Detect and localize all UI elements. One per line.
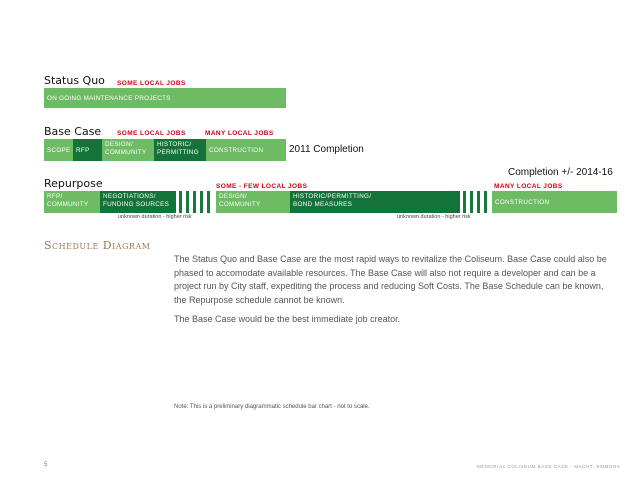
repurpose-stripe [477, 191, 480, 213]
footer-document-title: MEMORIAL COLISEUM BASE CASE - MACHT, EMMONS [477, 464, 621, 469]
repurpose-rfp-segment [44, 191, 100, 213]
repurpose-negotiations-label-2: FUNDING SOURCES [103, 200, 170, 208]
repurpose-unknown-duration-note-2: unknown duration - higher risk [397, 214, 471, 220]
repurpose-many-jobs-label: MANY LOCAL JOBS [494, 183, 563, 190]
repurpose-stripe [186, 191, 189, 213]
repurpose-stripe [207, 191, 210, 213]
repurpose-rfp-label-1: RFP/ [47, 193, 63, 200]
repurpose-stripe [193, 191, 196, 213]
base-scope-label: SCOPE [47, 147, 71, 154]
base-historic-segment [154, 139, 206, 161]
base-case-some-jobs-label: SOME LOCAL JOBS [117, 130, 186, 137]
repurpose-construction-segment [492, 191, 617, 213]
repurpose-negotiations-segment [100, 191, 176, 213]
repurpose-stripe [179, 191, 182, 213]
repurpose-design-label-1: DESIGN/ [219, 193, 247, 200]
repurpose-negotiations-label-1: NEGOTIATIONS/ [103, 193, 156, 200]
repurpose-stripe [470, 191, 473, 213]
repurpose-stripe [463, 191, 466, 213]
footnote: Note: This is a preliminary diagrammatic schedule bar chart - not to scale. [174, 404, 370, 410]
repurpose-design-segment [216, 191, 290, 213]
repurpose-stripe [200, 191, 203, 213]
repurpose-rfp-label-2: COMMUNITY [47, 200, 89, 208]
base-historic-label-1: HISTORIC/ [157, 141, 192, 148]
status-quo-title: Status Quo [44, 74, 105, 87]
base-completion-text: 2011 Completion [289, 144, 364, 155]
base-scope-segment [44, 139, 73, 161]
base-design-segment [102, 139, 154, 161]
page-number: 5 [44, 462, 48, 468]
repurpose-construction-label: CONSTRUCTION [495, 199, 550, 206]
body-paragraph-1: The Status Quo and Base Case are the most rapid ways to revitalize the Coliseum. Base Case could also be phased to accomodate available resources. The Base Case will also not require a developer and can be a project run by City staff, expediting the process and reducing Soft Costs. The Base Schedule can be known, the Repurpose schedule cannot be known. [174, 254, 607, 305]
base-construction-label: CONSTRUCTION [209, 147, 264, 154]
status-quo-bar [44, 88, 286, 108]
body-paragraph-2: The Base Case would be the best immediate job creator. [174, 314, 401, 324]
base-rfp-segment [73, 139, 102, 161]
repurpose-historic-segment [290, 191, 460, 213]
repurpose-unknown-duration-note-1: unknown duration - higher risk [118, 214, 192, 220]
base-case-title: Base Case [44, 125, 102, 138]
base-construction-segment [206, 139, 286, 161]
repurpose-stripe [484, 191, 487, 213]
repurpose-historic-label-1: HISTORIC/PERMITTING/ [293, 193, 372, 200]
base-case-many-jobs-label: MANY LOCAL JOBS [205, 130, 274, 137]
base-rfp-label: RFP [76, 147, 90, 154]
schedule-diagram-heading: Schedule Diagram [44, 239, 151, 252]
repurpose-historic-label-2: BOND MEASURES [293, 200, 353, 208]
repurpose-some-few-jobs-label: SOME - FEW LOCAL JOBS [216, 183, 308, 190]
base-design-label-2: COMMUNITY [105, 148, 147, 156]
status-quo-jobs-label: SOME LOCAL JOBS [117, 80, 186, 87]
base-design-label-1: DESIGN/ [105, 141, 133, 148]
repurpose-completion-text: Completion +/- 2014-16 [508, 167, 613, 178]
base-historic-label-2: PERMITTING [157, 148, 199, 156]
repurpose-design-label-2: COMMUNITY [219, 200, 261, 208]
status-quo-bar-label: ON GOING MAINTENANCE PROJECTS [47, 95, 171, 102]
repurpose-title: Repurpose [44, 177, 103, 190]
